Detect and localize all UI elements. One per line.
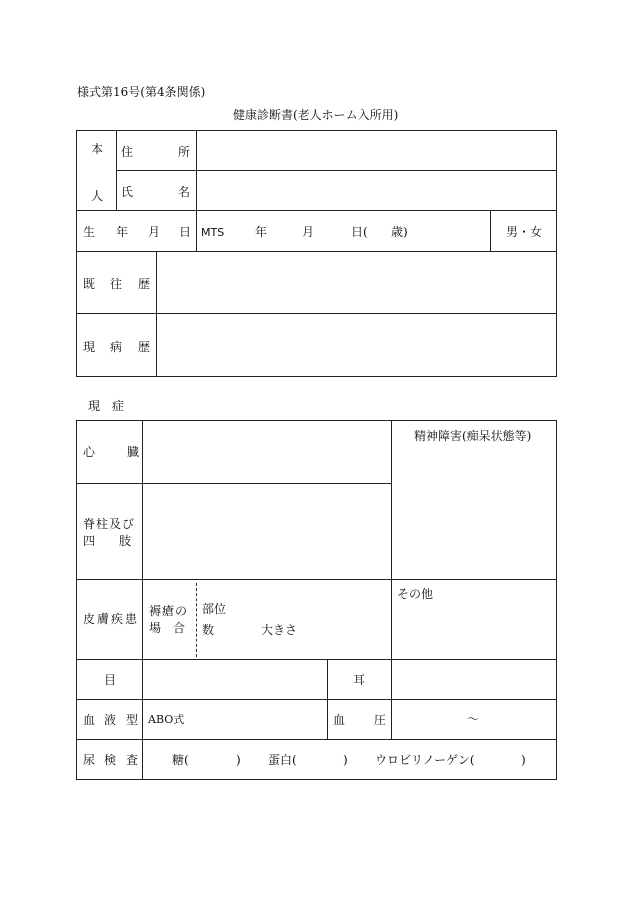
protein-label: 蛋白(	[268, 753, 297, 767]
era-label: MTS	[201, 226, 225, 239]
urobilinogen-close: )	[521, 753, 526, 767]
address-label-1: 住	[121, 145, 134, 159]
table-rule	[76, 483, 391, 484]
spine-label-2: 四 肢	[83, 534, 132, 548]
blood-type-label-2: 液	[104, 713, 117, 727]
size-label: 大きさ	[261, 623, 298, 637]
table-rule	[76, 739, 557, 740]
past-history-field[interactable]	[158, 253, 555, 312]
heart-label-2: 臓	[127, 445, 140, 459]
heart-label-1: 心	[83, 445, 96, 459]
birth-label-3: 月	[148, 225, 161, 239]
table-rule	[76, 251, 557, 252]
mental-field[interactable]	[393, 448, 555, 578]
table-rule	[156, 251, 157, 377]
urine-label-1: 尿	[83, 753, 96, 767]
abo-label: ABO式	[148, 713, 185, 726]
present-illness-label-2: 病	[110, 340, 123, 354]
past-history-label-3: 歴	[138, 277, 151, 291]
spine-field[interactable]	[144, 485, 389, 578]
month-unit: 月	[302, 225, 315, 239]
blood-pressure-label-2: 圧	[374, 713, 387, 727]
protein-close: )	[343, 753, 348, 767]
bp-separator: ～	[467, 712, 480, 726]
form-number: 様式第16号(第4条関係)	[77, 85, 206, 99]
table-rule	[76, 579, 557, 580]
table-rule	[490, 210, 491, 251]
age-unit: 歳)	[391, 225, 408, 239]
heart-field[interactable]	[144, 422, 389, 482]
name-label-2: 名	[178, 185, 191, 199]
table-rule	[327, 659, 328, 740]
urine-label-2: 検	[104, 753, 117, 767]
bedsore-label-1: 褥瘡の	[149, 604, 189, 618]
blood-pressure-label-1: 血	[333, 713, 346, 727]
past-history-label-2: 往	[110, 277, 123, 291]
table-rule	[116, 130, 117, 210]
other-label: その他	[397, 587, 434, 601]
spine-label-1: 脊柱及び	[83, 517, 136, 531]
dashed-divider	[196, 583, 197, 657]
ear-field[interactable]	[393, 661, 555, 698]
address-label-2: 所	[178, 145, 191, 159]
skin-label: 皮膚疾患	[83, 612, 140, 626]
other-field[interactable]	[393, 604, 555, 658]
birth-label-2: 年	[116, 225, 129, 239]
page-title: 健康診断書(老人ホーム入所用)	[233, 108, 399, 122]
birth-label-4: 日	[179, 225, 192, 239]
mental-label: 精神障害(痴呆状態等)	[414, 429, 532, 443]
urine-label-3: 査	[126, 753, 139, 767]
table-rule	[391, 420, 392, 740]
birth-label-1: 生	[83, 225, 96, 239]
blood-type-label-3: 型	[126, 713, 139, 727]
blood-type-label-1: 血	[83, 713, 96, 727]
count-label: 数	[202, 623, 215, 637]
table-rule	[196, 130, 197, 251]
address-field[interactable]	[198, 132, 555, 169]
name-label-1: 氏	[121, 185, 134, 199]
year-unit: 年	[255, 225, 268, 239]
name-field[interactable]	[198, 172, 555, 209]
eye-field[interactable]	[144, 661, 326, 698]
present-illness-label-3: 歴	[138, 340, 151, 354]
table-rule	[76, 659, 557, 660]
current-section-title: 現 症	[88, 399, 125, 413]
honnin-label-2: 人	[91, 189, 104, 203]
table-rule	[142, 420, 143, 780]
eye-label: 目	[104, 673, 117, 687]
table-rule	[116, 170, 557, 171]
past-history-label-1: 既	[83, 277, 96, 291]
site-label: 部位	[202, 602, 227, 616]
table-rule	[76, 210, 557, 211]
present-illness-label-1: 現	[83, 340, 96, 354]
sex-choice[interactable]: 男・女	[506, 225, 543, 239]
table-rule	[76, 313, 557, 314]
present-illness-field[interactable]	[158, 315, 555, 376]
sugar-label: 糖(	[172, 753, 189, 767]
table-rule	[76, 699, 557, 700]
sugar-close: )	[236, 753, 241, 767]
ear-label: 耳	[353, 673, 366, 687]
day-unit: 日(	[351, 225, 368, 239]
honnin-label-1: 本	[91, 142, 104, 156]
urobilinogen-label: ウロビリノーゲン(	[375, 753, 475, 767]
bedsore-label-2: 場 合	[149, 621, 186, 635]
